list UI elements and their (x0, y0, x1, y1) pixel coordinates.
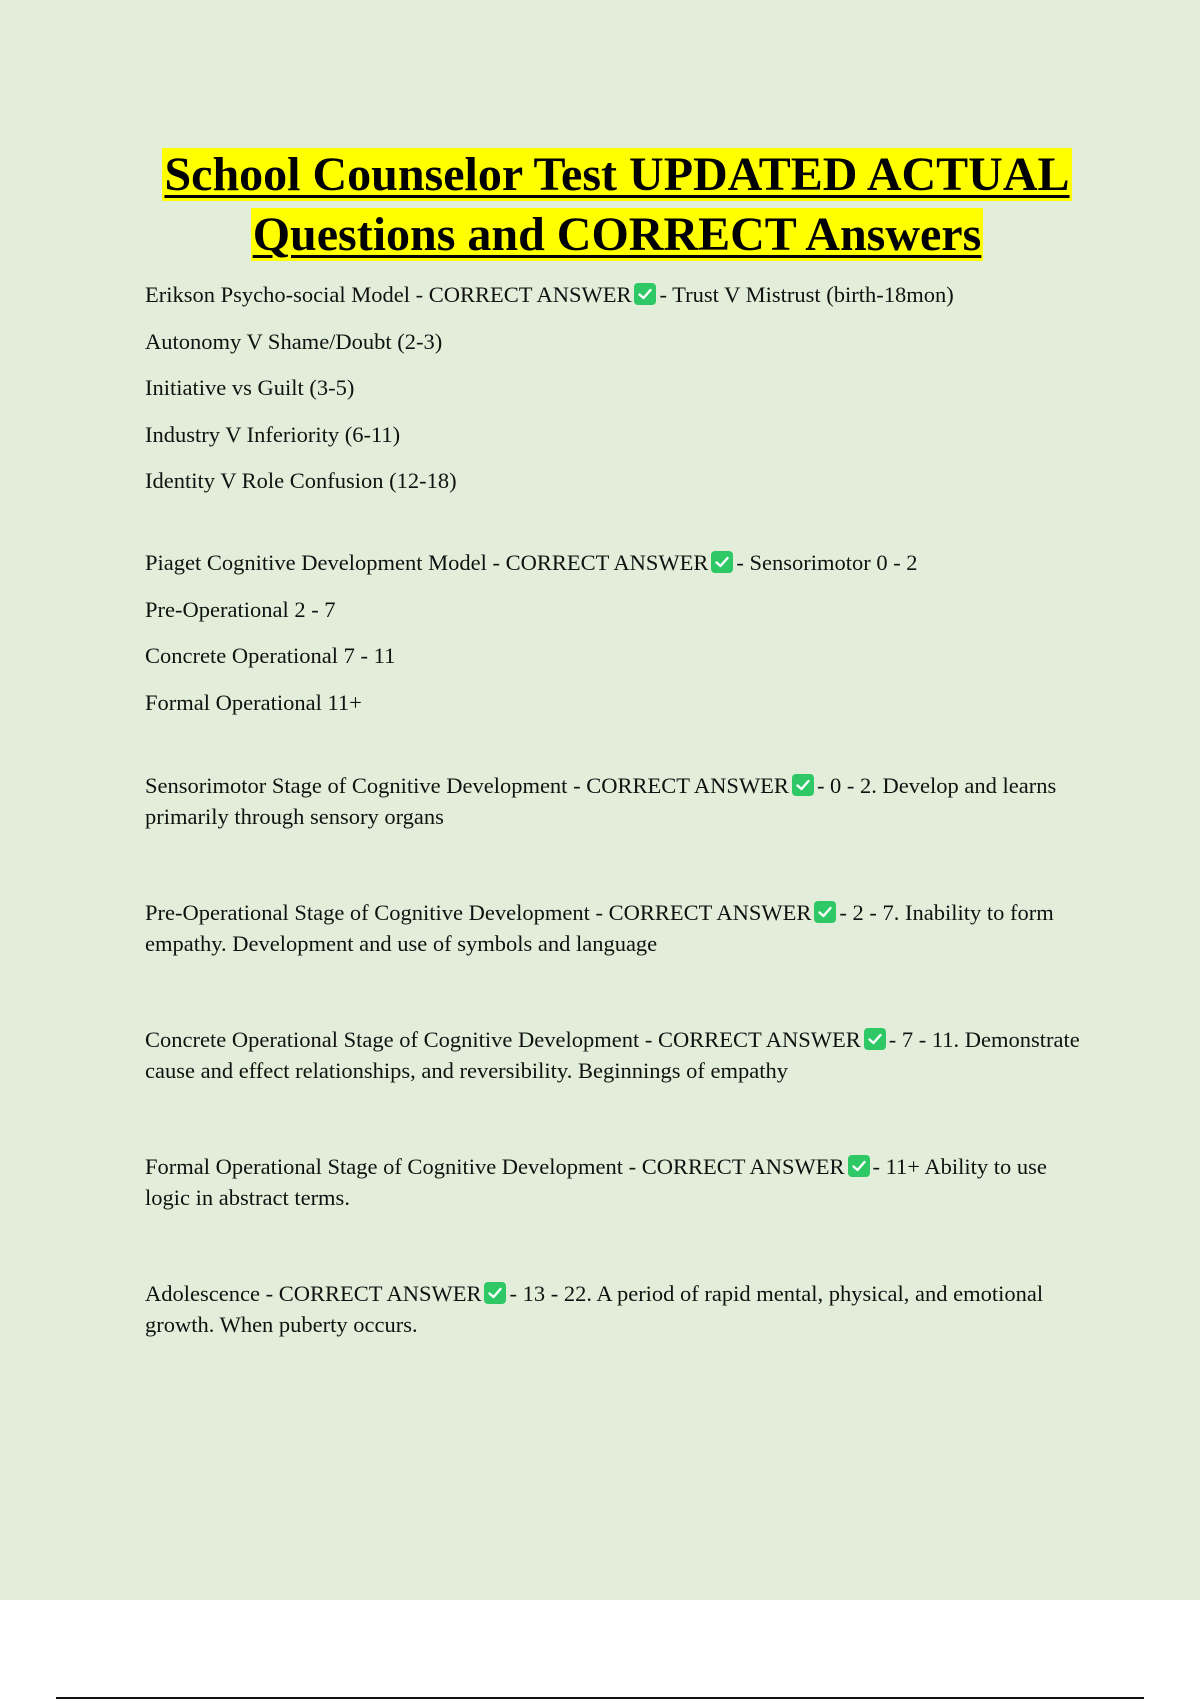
check-mark-icon (814, 901, 836, 923)
qa-item-formal-operational: Formal Operational Stage of Cognitive Development - CORRECT ANSWER - 11+ Ability to use logic in abstract terms. (145, 1153, 1047, 1210)
qa-answer: - Trust V Mistrust (birth-18mon) (659, 282, 954, 307)
answer-line: Identity V Role Confusion (12-18) (145, 468, 457, 493)
check-mark-icon (864, 1028, 886, 1050)
footer-divider (56, 1697, 1144, 1699)
qa-term: Formal Operational Stage of Cognitive Development (145, 1153, 624, 1179)
qa-answer: - 13 - 22. A period of rapid mental, physical, and emotional growth. When puberty occurs. (145, 1280, 1044, 1337)
correct-answer-label: CORRECT ANSWER (428, 282, 632, 307)
check-mark-icon (634, 283, 656, 305)
qa-item-concrete-operational: Concrete Operational Stage of Cognitive Development - CORRECT ANSWER - 7 - 11. Demonstrate cause and effect relationships, and reversibility. Beginnings of empathy (145, 1026, 1080, 1083)
qa-item-adolescence: Adolescence - CORRECT ANSWER - 13 - 22. A period of rapid mental, physical, and emotional growth. When puberty occurs. (145, 1280, 1044, 1337)
correct-answer-label: CORRECT ANSWER (608, 899, 812, 925)
document-title (100, 145, 1134, 265)
answer-line: Concrete Operational 7 - 11 (145, 643, 396, 668)
qa-term: Pre-Operational Stage of Cognitive Development (145, 899, 590, 925)
title-line-1: School Counselor Test UPDATED ACTUAL (164, 148, 1070, 201)
qa-answer: - 7 - 11. Demonstrate cause and effect relationships, and reversibility. Beginnings of empathy (145, 1026, 1080, 1083)
correct-answer-label: CORRECT ANSWER (278, 1280, 482, 1306)
correct-answer-label: CORRECT ANSWER (657, 1026, 861, 1052)
correct-answer-label: CORRECT ANSWER (505, 550, 709, 575)
answer-line: Autonomy V Shame/Doubt (2-3) (145, 328, 443, 354)
qa-item-pre-operational: Pre-Operational Stage of Cognitive Development - CORRECT ANSWER - 2 - 7. Inability to form empathy. Development and use of symbols and language (145, 899, 1054, 956)
qa-item-sensorimotor: Sensorimotor Stage of Cognitive Development - CORRECT ANSWER - 0 - 2. Develop and learns primarily through sensory organs (145, 772, 1057, 829)
check-mark-icon (792, 774, 814, 796)
qa-term: Concrete Operational Stage of Cognitive Development (145, 1026, 640, 1052)
correct-answer-label: CORRECT ANSWER (641, 1153, 845, 1179)
answer-line: Pre-Operational 2 - 7 (145, 596, 336, 622)
qa-answer: - Sensorimotor 0 - 2 (736, 550, 918, 575)
qa-answer: - 0 - 2. Develop and learns primarily through sensory organs (145, 772, 1057, 829)
title-line-2: Questions and CORRECT Answers (252, 208, 982, 261)
answer-line: Initiative vs Guilt (3-5) (145, 375, 355, 400)
answer-line: Formal Operational 11+ (145, 689, 362, 715)
qa-term: Erikson Psycho-social Model (145, 282, 410, 307)
correct-answer-label: CORRECT ANSWER (586, 772, 789, 798)
qa-item-piaget: Piaget Cognitive Development Model - CORRECT ANSWER - Sensorimotor 0 - 2 Pre-Operational 2 - 7 Concrete Operational 7 - 11 Formal Operational 11+ (145, 548, 1090, 718)
qa-term: Piaget Cognitive Development Model (145, 550, 487, 575)
qa-item-erikson: Erikson Psycho-social Model - CORRECT ANSWER - Trust V Mistrust (birth-18mon) Autonomy V Shame/Doubt (2-3) Initiative vs Guilt (3-5) Industry V Inferiority (6-11) Identity V Role Confusion (12-18) (145, 280, 1090, 496)
qa-term: Sensorimotor Stage of Cognitive Development (145, 772, 568, 798)
qa-answer: - 2 - 7. Inability to form empathy. Development and use of symbols and language (145, 899, 1054, 956)
qa-answer: - 11+ Ability to use logic in abstract terms. (145, 1153, 1047, 1210)
check-mark-icon (484, 1282, 506, 1304)
check-mark-icon (848, 1155, 870, 1177)
qa-list (145, 280, 1090, 1340)
check-mark-icon (711, 551, 733, 573)
answer-line: Industry V Inferiority (6-11) (145, 421, 401, 447)
qa-term: Adolescence (145, 1280, 260, 1306)
